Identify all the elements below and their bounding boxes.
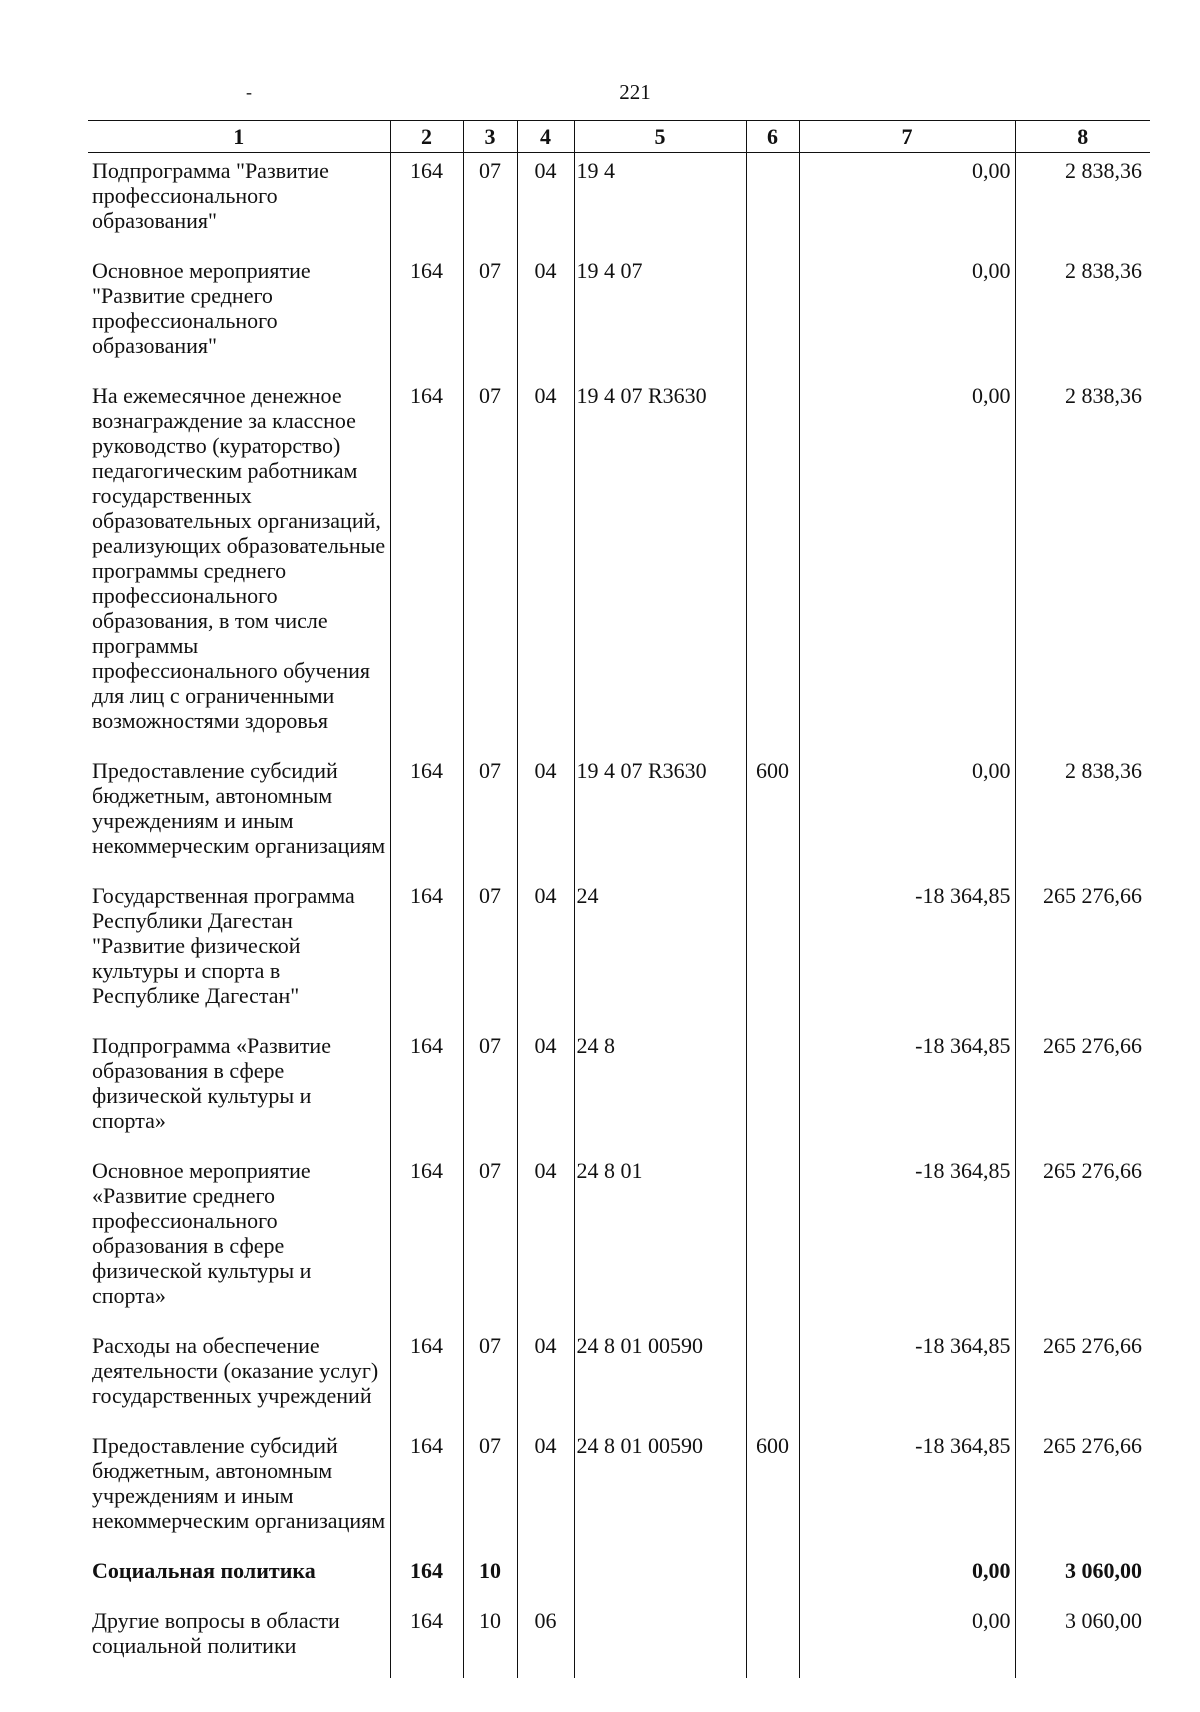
row-name: Основное мероприятие «Развитие среднего профессионального образования в сфере физической культуры и спорта»: [88, 1158, 390, 1333]
cell-c3: 07: [463, 383, 517, 758]
cell-c4: 04: [517, 1433, 574, 1558]
row-name: Расходы на обеспечение деятельности (оказание услуг) государственных учреждений: [88, 1333, 390, 1433]
cell-c5: 24 8 01 00590: [574, 1433, 746, 1558]
table-row: [88, 1033, 1150, 1158]
cell-c8: 265 276,66: [1015, 1033, 1150, 1158]
cell-c3: 07: [463, 1033, 517, 1158]
table-header-row: [88, 121, 1150, 153]
cell-c4: 04: [517, 383, 574, 758]
row-name: Подпрограмма "Развитие профессионального образования": [88, 153, 390, 259]
column-header-3: 3: [463, 121, 517, 153]
cell-c5: 19 4 07 R3630: [574, 758, 746, 883]
cell-c6: [746, 1558, 799, 1608]
cell-c5: 19 4 07 R3630: [574, 383, 746, 758]
table-row: [88, 383, 1150, 758]
table-row: [88, 1158, 1150, 1333]
cell-c2: 164: [390, 1158, 463, 1333]
cell-c2: 164: [390, 1608, 463, 1678]
cell-c8: 2 838,36: [1015, 758, 1150, 883]
column-header-2: 2: [390, 121, 463, 153]
cell-c5: [574, 1608, 746, 1678]
column-header-7: 7: [799, 121, 1015, 153]
cell-c6: [746, 153, 799, 259]
cell-c2: 164: [390, 1333, 463, 1433]
cell-c5: 24: [574, 883, 746, 1033]
row-name: Государственная программа Республики Дагестан "Развитие физической культуры и спорта в Республике Дагестан": [88, 883, 390, 1033]
cell-c4: 04: [517, 758, 574, 883]
table-row: [88, 1433, 1150, 1558]
table-row: [88, 883, 1150, 1033]
row-name: Социальная политика: [88, 1558, 390, 1608]
cell-c6: [746, 1033, 799, 1158]
page-dash-mark: -: [246, 82, 252, 102]
cell-c4: 04: [517, 883, 574, 1033]
table-row: [88, 1333, 1150, 1433]
cell-c2: 164: [390, 758, 463, 883]
cell-c2: 164: [390, 1433, 463, 1558]
column-header-1: 1: [88, 121, 390, 153]
cell-c5: 19 4 07: [574, 258, 746, 383]
table-row: [88, 1608, 1150, 1678]
cell-c2: 164: [390, 258, 463, 383]
cell-c4: 04: [517, 1158, 574, 1333]
cell-c3: 10: [463, 1608, 517, 1678]
cell-c8: 3 060,00: [1015, 1608, 1150, 1678]
cell-c3: 07: [463, 153, 517, 259]
row-name: Другие вопросы в области социальной политики: [88, 1608, 390, 1678]
row-name: Предоставление субсидий бюджетным, автономным учреждениям и иным некоммерческим организациям: [88, 758, 390, 883]
row-name: Основное мероприятие "Развитие среднего профессионального образования": [88, 258, 390, 383]
cell-c6: [746, 883, 799, 1033]
column-header-4: 4: [517, 121, 574, 153]
cell-c2: 164: [390, 1033, 463, 1158]
cell-c5: 24 8: [574, 1033, 746, 1158]
cell-c8: 2 838,36: [1015, 258, 1150, 383]
cell-c2: 164: [390, 883, 463, 1033]
table-row: [88, 758, 1150, 883]
column-header-8: 8: [1015, 121, 1150, 153]
cell-c7: 0,00: [799, 258, 1015, 383]
cell-c4: 04: [517, 1033, 574, 1158]
cell-c8: 3 060,00: [1015, 1558, 1150, 1608]
cell-c7: -18 364,85: [799, 1158, 1015, 1333]
cell-c6: [746, 383, 799, 758]
cell-c8: 265 276,66: [1015, 1333, 1150, 1433]
cell-c7: -18 364,85: [799, 1433, 1015, 1558]
cell-c6: [746, 258, 799, 383]
cell-c3: 10: [463, 1558, 517, 1608]
cell-c3: 07: [463, 258, 517, 383]
cell-c7: 0,00: [799, 153, 1015, 259]
table-row: [88, 258, 1150, 383]
cell-c5: 24 8 01: [574, 1158, 746, 1333]
cell-c7: 0,00: [799, 1558, 1015, 1608]
cell-c4: 04: [517, 153, 574, 259]
column-header-5: 5: [574, 121, 746, 153]
page-number: 221: [619, 80, 651, 104]
cell-c7: 0,00: [799, 383, 1015, 758]
row-name: На ежемесячное денежное вознаграждение за классное руководство (кураторство) педагогическим работникам государственных образовательных организаций, реализующих образовательные программы среднего профессионального образования, в том числе программы профессионального обучения для лиц с ограниченными возможностями здоровья: [88, 383, 390, 758]
cell-c8: 265 276,66: [1015, 883, 1150, 1033]
cell-c4: [517, 1558, 574, 1608]
cell-c6: 600: [746, 758, 799, 883]
row-name: Предоставление субсидий бюджетным, автономным учреждениям и иным некоммерческим организациям: [88, 1433, 390, 1558]
cell-c3: 07: [463, 883, 517, 1033]
cell-c3: 07: [463, 758, 517, 883]
cell-c3: 07: [463, 1158, 517, 1333]
column-header-6: 6: [746, 121, 799, 153]
cell-c7: 0,00: [799, 1608, 1015, 1678]
cell-c8: 265 276,66: [1015, 1158, 1150, 1333]
cell-c5: 24 8 01 00590: [574, 1333, 746, 1433]
table-row: [88, 153, 1150, 259]
cell-c8: 265 276,66: [1015, 1433, 1150, 1558]
cell-c7: -18 364,85: [799, 1033, 1015, 1158]
cell-c6: [746, 1608, 799, 1678]
cell-c2: 164: [390, 383, 463, 758]
cell-c7: -18 364,85: [799, 1333, 1015, 1433]
cell-c8: 2 838,36: [1015, 383, 1150, 758]
cell-c3: 07: [463, 1333, 517, 1433]
cell-c8: 2 838,36: [1015, 153, 1150, 259]
cell-c6: 600: [746, 1433, 799, 1558]
cell-c6: [746, 1158, 799, 1333]
cell-c3: 07: [463, 1433, 517, 1558]
cell-c2: 164: [390, 1558, 463, 1608]
cell-c4: 06: [517, 1608, 574, 1678]
budget-table: [88, 120, 1150, 1678]
row-name: Подпрограмма «Развитие образования в сфере физической культуры и спорта»: [88, 1033, 390, 1158]
table-row-section: [88, 1558, 1150, 1608]
cell-c2: 164: [390, 153, 463, 259]
cell-c5: [574, 1558, 746, 1608]
cell-c7: -18 364,85: [799, 883, 1015, 1033]
cell-c7: 0,00: [799, 758, 1015, 883]
cell-c4: 04: [517, 258, 574, 383]
cell-c6: [746, 1333, 799, 1433]
cell-c5: 19 4: [574, 153, 746, 259]
cell-c4: 04: [517, 1333, 574, 1433]
